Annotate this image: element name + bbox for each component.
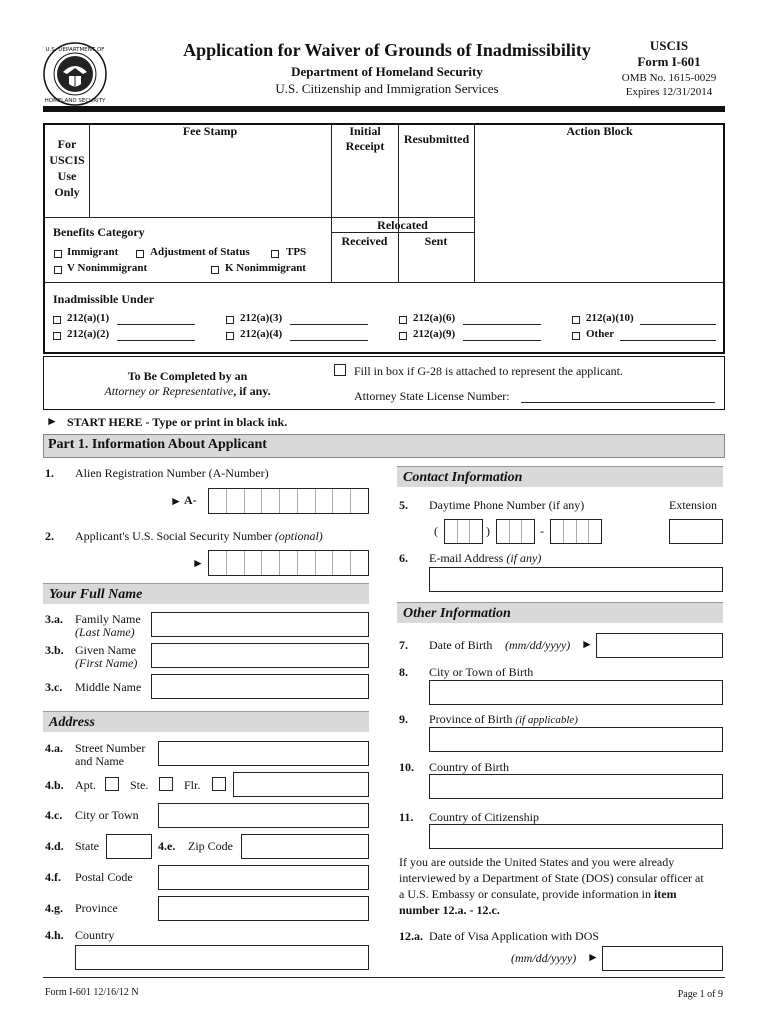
label-212a4: 212(a)(4): [240, 328, 283, 340]
checkbox-212a10[interactable]: [572, 316, 580, 324]
inadmissible-under-label: Inadmissible Under: [53, 292, 155, 306]
label-other: Other: [586, 328, 615, 340]
fee-stamp-label: Fee Stamp: [182, 124, 238, 138]
checkbox-212a9[interactable]: [399, 332, 407, 340]
country-input[interactable]: [75, 945, 369, 970]
q7-number: 7.: [399, 638, 408, 652]
q5-label: Daytime Phone Number (if any): [429, 498, 585, 512]
date-of-birth-input[interactable]: [596, 633, 723, 658]
start-arrow-icon: ►: [46, 414, 58, 428]
country-of-citizenship-input[interactable]: [429, 824, 723, 849]
q3b-number: 3.b.: [45, 643, 64, 657]
apt-checkbox[interactable]: [105, 777, 119, 791]
q3b-label: Given Name: [75, 643, 136, 657]
q6-number: 6.: [399, 551, 408, 565]
q1-label: Alien Registration Number (A-Number): [75, 466, 269, 480]
q9-label-text: Province of Birth: [429, 712, 513, 726]
line-212a9: [463, 340, 541, 341]
benefit-label-v-nonimmigrant: V Nonimmigrant: [67, 262, 148, 274]
checkbox-212a1[interactable]: [53, 316, 61, 324]
footer-form-id: Form I-601 12/16/12 N: [45, 987, 139, 998]
g28-label: Fill in box if G-28 is attached to represent the applicant.: [354, 364, 623, 378]
unit-number-input[interactable]: [233, 772, 369, 797]
phone-open-paren: (: [434, 524, 438, 538]
benefit-label-tps: TPS: [286, 246, 307, 258]
q3a-label: Family Name: [75, 612, 141, 626]
footer-rule: [43, 977, 725, 978]
q6-label: [429, 551, 541, 566]
line-212a4: [290, 340, 368, 341]
line-other: [620, 340, 716, 341]
q8-label: City or Town of Birth: [429, 665, 534, 679]
sent-label: Sent: [424, 234, 448, 248]
email-input[interactable]: [429, 567, 723, 592]
q3a-sublabel: (Last Name): [75, 625, 135, 639]
q2-arrow-icon: ►: [192, 556, 204, 570]
q3c-number: 3.c.: [45, 680, 63, 694]
label-212a6: 212(a)(6): [413, 312, 456, 324]
q10-number: 10.: [399, 760, 414, 774]
start-here-instruction: START HERE - Type or print in black ink.: [67, 415, 288, 429]
q8-number: 8.: [399, 665, 408, 679]
q4d-label: State: [75, 839, 99, 853]
q4a-number: 4.a.: [45, 741, 63, 755]
checkbox-212a6[interactable]: [399, 316, 407, 324]
q1-number: 1.: [45, 466, 54, 480]
label-212a9: 212(a)(9): [413, 328, 456, 340]
dos-note-line3-bold: item: [653, 887, 677, 901]
label-212a2: 212(a)(2): [67, 328, 110, 340]
attorney-line2-rest: , if any.: [233, 384, 271, 398]
q4f-number: 4.f.: [45, 870, 61, 884]
apt-label: Apt.: [75, 778, 96, 792]
divider: [398, 124, 399, 283]
phone-line-input[interactable]: [550, 519, 602, 544]
q7-label: Date of Birth: [429, 638, 493, 652]
svg-text:HOMELAND SECURITY: HOMELAND SECURITY: [44, 98, 106, 104]
q12a-arrow-icon: ►: [587, 950, 599, 964]
q5-extension-label: Extension: [669, 498, 717, 512]
line-212a3: [290, 324, 368, 325]
q4h-number: 4.h.: [45, 928, 64, 942]
q2-label: [75, 529, 323, 544]
flr-label: Flr.: [184, 778, 201, 792]
divider: [474, 124, 475, 283]
q11-label: Country of Citizenship: [429, 810, 539, 824]
expiration-date: Expires 12/31/2014: [625, 86, 713, 98]
phone-extension-input[interactable]: [669, 519, 723, 544]
address-section-header: Address: [43, 711, 369, 732]
q1-prefix: A-: [184, 493, 197, 507]
province-of-birth-input[interactable]: [429, 727, 723, 752]
dhs-seal: [43, 42, 107, 106]
phone-close-paren: ): [486, 524, 490, 538]
label-212a3: 212(a)(3): [240, 312, 283, 324]
q7-arrow-icon: ►: [581, 637, 593, 651]
for-uscis-use-only: For USCIS Use Only: [49, 137, 85, 199]
form-number: Form I-601: [637, 54, 701, 69]
line-212a10: [640, 324, 716, 325]
attorney-license-input[interactable]: [521, 402, 715, 403]
label-212a1: 212(a)(1): [67, 312, 110, 324]
q4b-number: 4.b.: [45, 778, 64, 792]
ste-label: Ste.: [130, 778, 149, 792]
q2-number: 2.: [45, 529, 54, 543]
agency-name: U.S. Citizenship and Immigration Services: [275, 81, 499, 96]
dos-note-line1: If you are outside the United States and you were already: [399, 855, 675, 869]
attorney-license-label: Attorney State License Number:: [354, 389, 510, 403]
received-label: Received: [341, 234, 388, 248]
dos-note-line3-text: a U.S. Embassy or consulate, provide information in: [399, 887, 651, 901]
phone-dash: -: [540, 524, 544, 538]
omb-number: OMB No. 1615-0029: [621, 72, 717, 84]
phone-area-code-input[interactable]: [444, 519, 483, 544]
q2-optional: (optional): [274, 529, 323, 543]
line-212a6: [463, 324, 541, 325]
q4c-number: 4.c.: [45, 808, 63, 822]
q4f-label: Postal Code: [75, 870, 133, 884]
q2-label-text: Applicant's U.S. Social Security Number: [75, 529, 272, 543]
uscis-label: USCIS: [649, 38, 689, 53]
q4g-label: Province: [75, 901, 118, 915]
province-input[interactable]: [158, 896, 369, 921]
part1-title: Part 1. Information About Applicant: [48, 437, 267, 452]
q1-arrow-icon: ►: [170, 494, 182, 508]
q10-label: Country of Birth: [429, 760, 509, 774]
label-212a10: 212(a)(10): [586, 312, 634, 324]
checkbox-k-nonimmigrant[interactable]: [211, 266, 219, 274]
city-of-birth-input[interactable]: [429, 680, 723, 705]
resubmitted-label: Resubmitted: [403, 132, 470, 146]
checkbox-adjustment-of-status[interactable]: [136, 250, 144, 258]
line-212a1: [117, 324, 195, 325]
city-input[interactable]: [158, 803, 369, 828]
form-title: Application for Waiver of Grounds of Inadmissibility: [183, 40, 591, 60]
postal-code-input[interactable]: [158, 865, 369, 890]
q4h-label: Country: [75, 928, 115, 942]
q11-number: 11.: [399, 810, 414, 824]
q4e-number: 4.e.: [158, 839, 176, 853]
q12a-format: (mm/dd/yyyy): [511, 951, 577, 965]
line-212a2: [117, 340, 195, 341]
q5-number: 5.: [399, 498, 408, 512]
state-input[interactable]: [106, 834, 152, 859]
q7-format: (mm/dd/yyyy): [505, 638, 571, 652]
checkbox-212a3[interactable]: [226, 316, 234, 324]
q3a-number: 3.a.: [45, 612, 63, 626]
benefit-label-k-nonimmigrant: K Nonimmigrant: [225, 262, 306, 274]
q4d-number: 4.d.: [45, 839, 64, 853]
attorney-line2: [55, 384, 320, 399]
q4a-label-2: and Name: [75, 754, 124, 768]
a-number-input[interactable]: [208, 488, 369, 514]
department-name: Department of Homeland Security: [291, 64, 483, 79]
benefit-label-immigrant: Immigrant: [67, 246, 119, 258]
full-name-section-header: Your Full Name: [43, 583, 369, 604]
header-rule: [43, 106, 725, 112]
checkbox-immigrant[interactable]: [54, 250, 62, 258]
divider: [44, 282, 724, 283]
family-name-input[interactable]: [151, 612, 369, 637]
q12a-label: Date of Visa Application with DOS: [429, 929, 600, 943]
checkbox-tps[interactable]: [271, 250, 279, 258]
svg-text:U.S. DEPARTMENT OF: U.S. DEPARTMENT OF: [45, 47, 105, 53]
initial-receipt-label: Initial Receipt: [345, 124, 385, 153]
given-name-input[interactable]: [151, 643, 369, 668]
action-block-label: Action Block: [566, 124, 633, 138]
dos-note-line4: number 12.a. - 12.c.: [399, 903, 500, 917]
q9-label: [429, 712, 578, 727]
dos-note-line3: [399, 886, 725, 902]
flr-checkbox[interactable]: [212, 777, 226, 791]
q3b-sublabel: (First Name): [75, 656, 138, 670]
ste-checkbox[interactable]: [159, 777, 173, 791]
q6-if-any: (if any): [506, 551, 542, 565]
middle-name-input[interactable]: [151, 674, 369, 699]
relocated-label: Relocated: [377, 218, 428, 232]
street-input[interactable]: [158, 741, 369, 766]
ssn-input[interactable]: [208, 550, 369, 576]
g28-checkbox[interactable]: [334, 364, 346, 376]
checkbox-other[interactable]: [572, 332, 580, 340]
checkbox-212a4[interactable]: [226, 332, 234, 340]
q4g-number: 4.g.: [45, 901, 63, 915]
benefits-category-label: Benefits Category: [53, 225, 145, 239]
checkbox-212a2[interactable]: [53, 332, 61, 340]
attorney-line1: To Be Completed by an: [127, 369, 248, 383]
q6-label-text: E-mail Address: [429, 551, 504, 565]
benefit-label-adjustment: Adjustment of Status: [150, 246, 250, 258]
dos-note-line2: interviewed by a Department of State (DOS) consular officer at: [399, 871, 704, 885]
q4c-label: City or Town: [75, 808, 139, 822]
footer-page-number: Page 1 of 9: [677, 989, 723, 1000]
q9-number: 9.: [399, 712, 408, 726]
phone-prefix-input[interactable]: [496, 519, 535, 544]
country-of-birth-input[interactable]: [429, 774, 723, 799]
q4a-label-1: Street Number: [75, 741, 146, 755]
visa-application-date-input[interactable]: [602, 946, 723, 971]
q12a-number: 12.a.: [399, 929, 423, 943]
checkbox-v-nonimmigrant[interactable]: [54, 266, 62, 274]
q4e-label: Zip Code: [188, 839, 233, 853]
zip-code-input[interactable]: [241, 834, 369, 859]
attorney-line2-italic: Attorney or Representative: [104, 384, 234, 398]
contact-section-header: Contact Information: [397, 466, 723, 487]
q9-if-applicable: (if applicable): [515, 714, 578, 726]
other-info-section-header: Other Information: [397, 602, 723, 623]
q3c-label: Middle Name: [75, 680, 142, 694]
dos-note: [399, 854, 725, 918]
divider: [331, 124, 332, 283]
